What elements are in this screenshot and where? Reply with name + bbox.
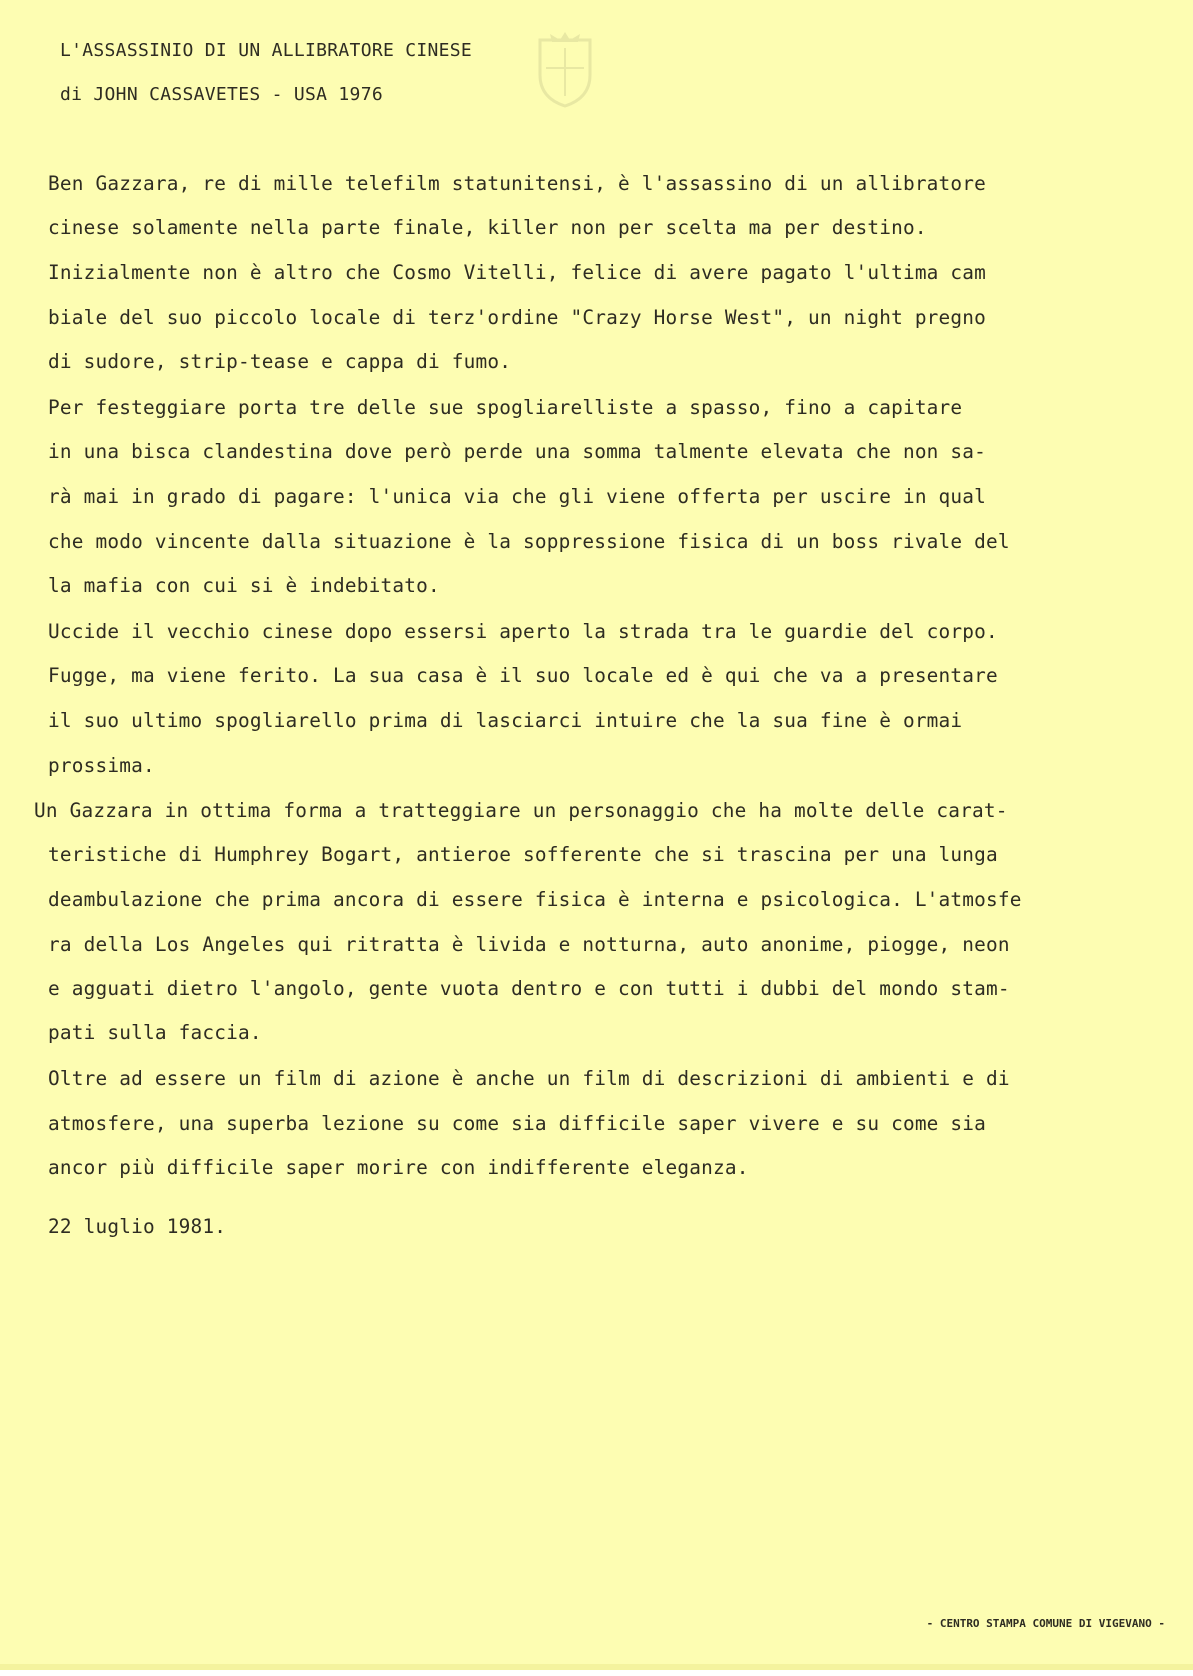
body-line: cinese solamente nella parte finale, killer non per scelta ma per destino.: [48, 216, 927, 239]
body-line: atmosfere, una superba lezione su come sia difficile saper vivere e su come sia: [48, 1112, 987, 1135]
body-line: Per festeggiare porta tre delle sue spogliarelliste a spasso, fino a capitare: [48, 396, 963, 419]
crest-watermark-icon: [530, 30, 600, 108]
body-line: pati sulla faccia.: [48, 1021, 262, 1044]
body-line: la mafia con cui si è indebitato.: [48, 574, 440, 597]
body-line: rà mai in grado di pagare: l'unica via che gli viene offerta per uscire in qual: [48, 485, 987, 508]
body-line: ancor più difficile saper morire con indifferente eleganza.: [48, 1156, 749, 1179]
document-date: 22 luglio 1981.: [48, 1215, 227, 1238]
body-line: Inizialmente non è altro che Cosmo Vitelli, felice di avere pagato l'ultima cam: [48, 261, 987, 284]
body-line: Fugge, ma viene ferito. La sua casa è il suo locale ed è qui che va a presentare: [48, 664, 998, 687]
body-line: e agguati dietro l'angolo, gente vuota dentro e con tutti i dubbi del mondo stam-: [48, 977, 1010, 1000]
body-line: ra della Los Angeles qui ritratta è livida e notturna, auto anonime, piogge, neon: [48, 933, 1010, 956]
body-line: prossima.: [48, 754, 155, 777]
body-line: di sudore, strip-tease e cappa di fumo.: [48, 350, 512, 373]
body-line: teristiche di Humphrey Bogart, antieroe sofferente che si trascina per una lunga: [48, 843, 998, 866]
body-line: Un Gazzara in ottima forma a tratteggiare un personaggio che ha molte delle carat-: [34, 799, 1008, 822]
body-line: il suo ultimo spogliarello prima di lasciarci intuire che la sua fine è ormai: [48, 709, 963, 732]
body-line: Ben Gazzara, re di mille telefilm statunitensi, è l'assassino di un allibratore: [48, 172, 987, 195]
body-line: deambulazione che prima ancora di essere fisica è interna e psicologica. L'atmosfe: [48, 888, 1022, 911]
document-subtitle: di JOHN CASSAVETES - USA 1976: [60, 84, 383, 105]
body-line: in una bisca clandestina dove però perde una somma talmente elevata che non sa-: [48, 440, 987, 463]
body-line: Oltre ad essere un film di azione è anche un film di descrizioni di ambienti e di: [48, 1067, 1010, 1090]
body-line: Uccide il vecchio cinese dopo essersi aperto la strada tra le guardie del corpo.: [48, 620, 998, 643]
print-shop-footer: - CENTRO STAMPA COMUNE DI VIGEVANO -: [926, 1617, 1165, 1630]
document-title: L'ASSASSINIO DI UN ALLIBRATORE CINESE: [60, 40, 473, 61]
body-line: biale del suo piccolo locale di terz'ordine "Crazy Horse West", un night pregno: [48, 306, 987, 329]
body-line: che modo vincente dalla situazione è la soppressione fisica di un boss rivale del: [48, 530, 1010, 553]
